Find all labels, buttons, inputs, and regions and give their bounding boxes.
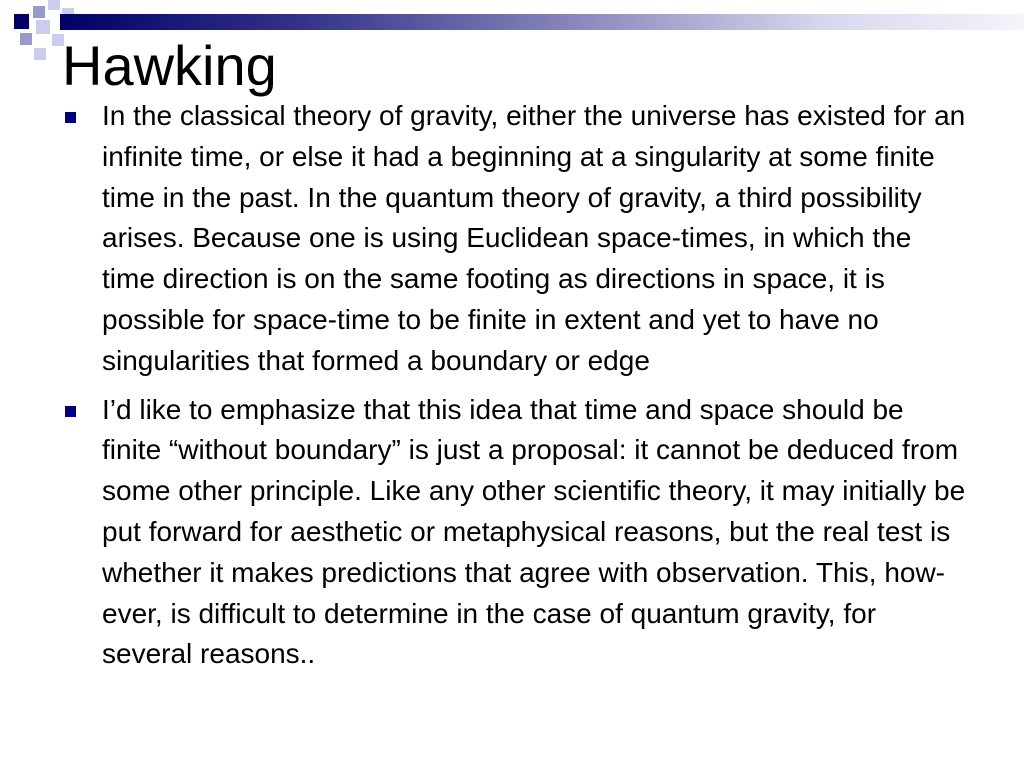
decorative-square: [48, 0, 60, 10]
bullet-item: [62, 96, 968, 382]
bullet-item: [62, 390, 968, 676]
decorative-square: [34, 48, 46, 60]
decorative-square: [14, 14, 29, 29]
square-bullet-icon: [65, 406, 76, 417]
bullet-text: In the classical theory of gravity, either the universe has existed for an infinite time, or else it had a beginning at a singularity at some finite time in the past. In the quantum theory of gravity, a third possibility arises. Because one is using Euclidean space-times, in which the time direction is on the same footing as directions in space, it is possible for space-time to be finite in extent and yet to have no singularities that formed a boundary or edge: [102, 100, 966, 376]
slide-title: Hawking: [62, 34, 277, 97]
square-bullet-icon: [65, 112, 76, 123]
decorative-square: [36, 20, 50, 34]
decorative-square: [33, 6, 45, 18]
decorative-square: [20, 33, 32, 45]
bullet-list: [62, 96, 968, 683]
header-gradient-bar: [60, 14, 1024, 30]
bullet-text: I’d like to emphasize that this idea that time and space should be finite “without boundary” is just a proposal: it cannot be deduced from some other principle. Like any other scientific theory, it may initially be put forward for aesthetic or metaphysical reasons, but the real test is whether it makes predictions that agree with observation. This, how-ever, is difficult to determine in the case of quantum gravity, for several reasons..: [102, 393, 966, 670]
